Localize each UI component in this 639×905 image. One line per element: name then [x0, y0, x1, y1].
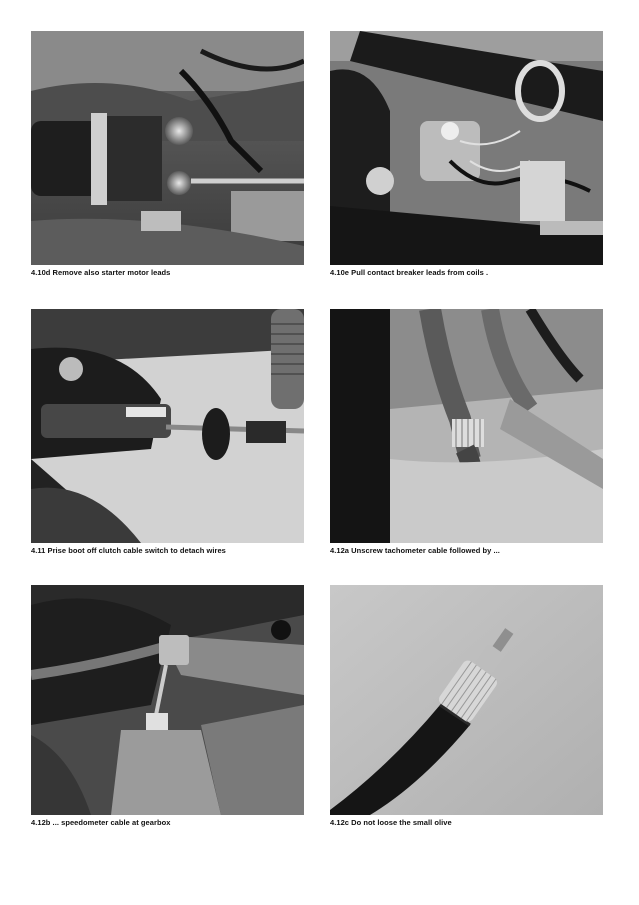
figure-4-12a [330, 309, 603, 555]
photo-tachometer-cable [330, 309, 603, 543]
photo-cable-olive [330, 585, 603, 815]
figure-caption: 4.10d Remove also starter motor leads [31, 268, 171, 277]
photo-starter-motor-leads [31, 31, 304, 265]
figure-caption: 4.12a Unscrew tachometer cable followed by ... [330, 546, 500, 555]
figure-caption: 4.12b ... speedometer cable at gearbox [31, 818, 171, 827]
figure-caption: 4.11 Prise boot off clutch cable switch to detach wires [31, 546, 226, 555]
figure-caption: 4.12c Do not loose the small olive [330, 818, 452, 827]
figure-4-12b [31, 585, 304, 827]
figure-4-10d [31, 31, 304, 277]
figure-4-11 [31, 309, 304, 555]
photo-clutch-cable-switch [31, 309, 304, 543]
photo-contact-breaker-leads [330, 31, 603, 265]
photo-speedometer-cable-gearbox [31, 585, 304, 815]
figure-4-12c [330, 585, 603, 827]
figure-4-10e [330, 31, 603, 277]
figure-caption: 4.10e Pull contact breaker leads from coils . [330, 268, 489, 277]
